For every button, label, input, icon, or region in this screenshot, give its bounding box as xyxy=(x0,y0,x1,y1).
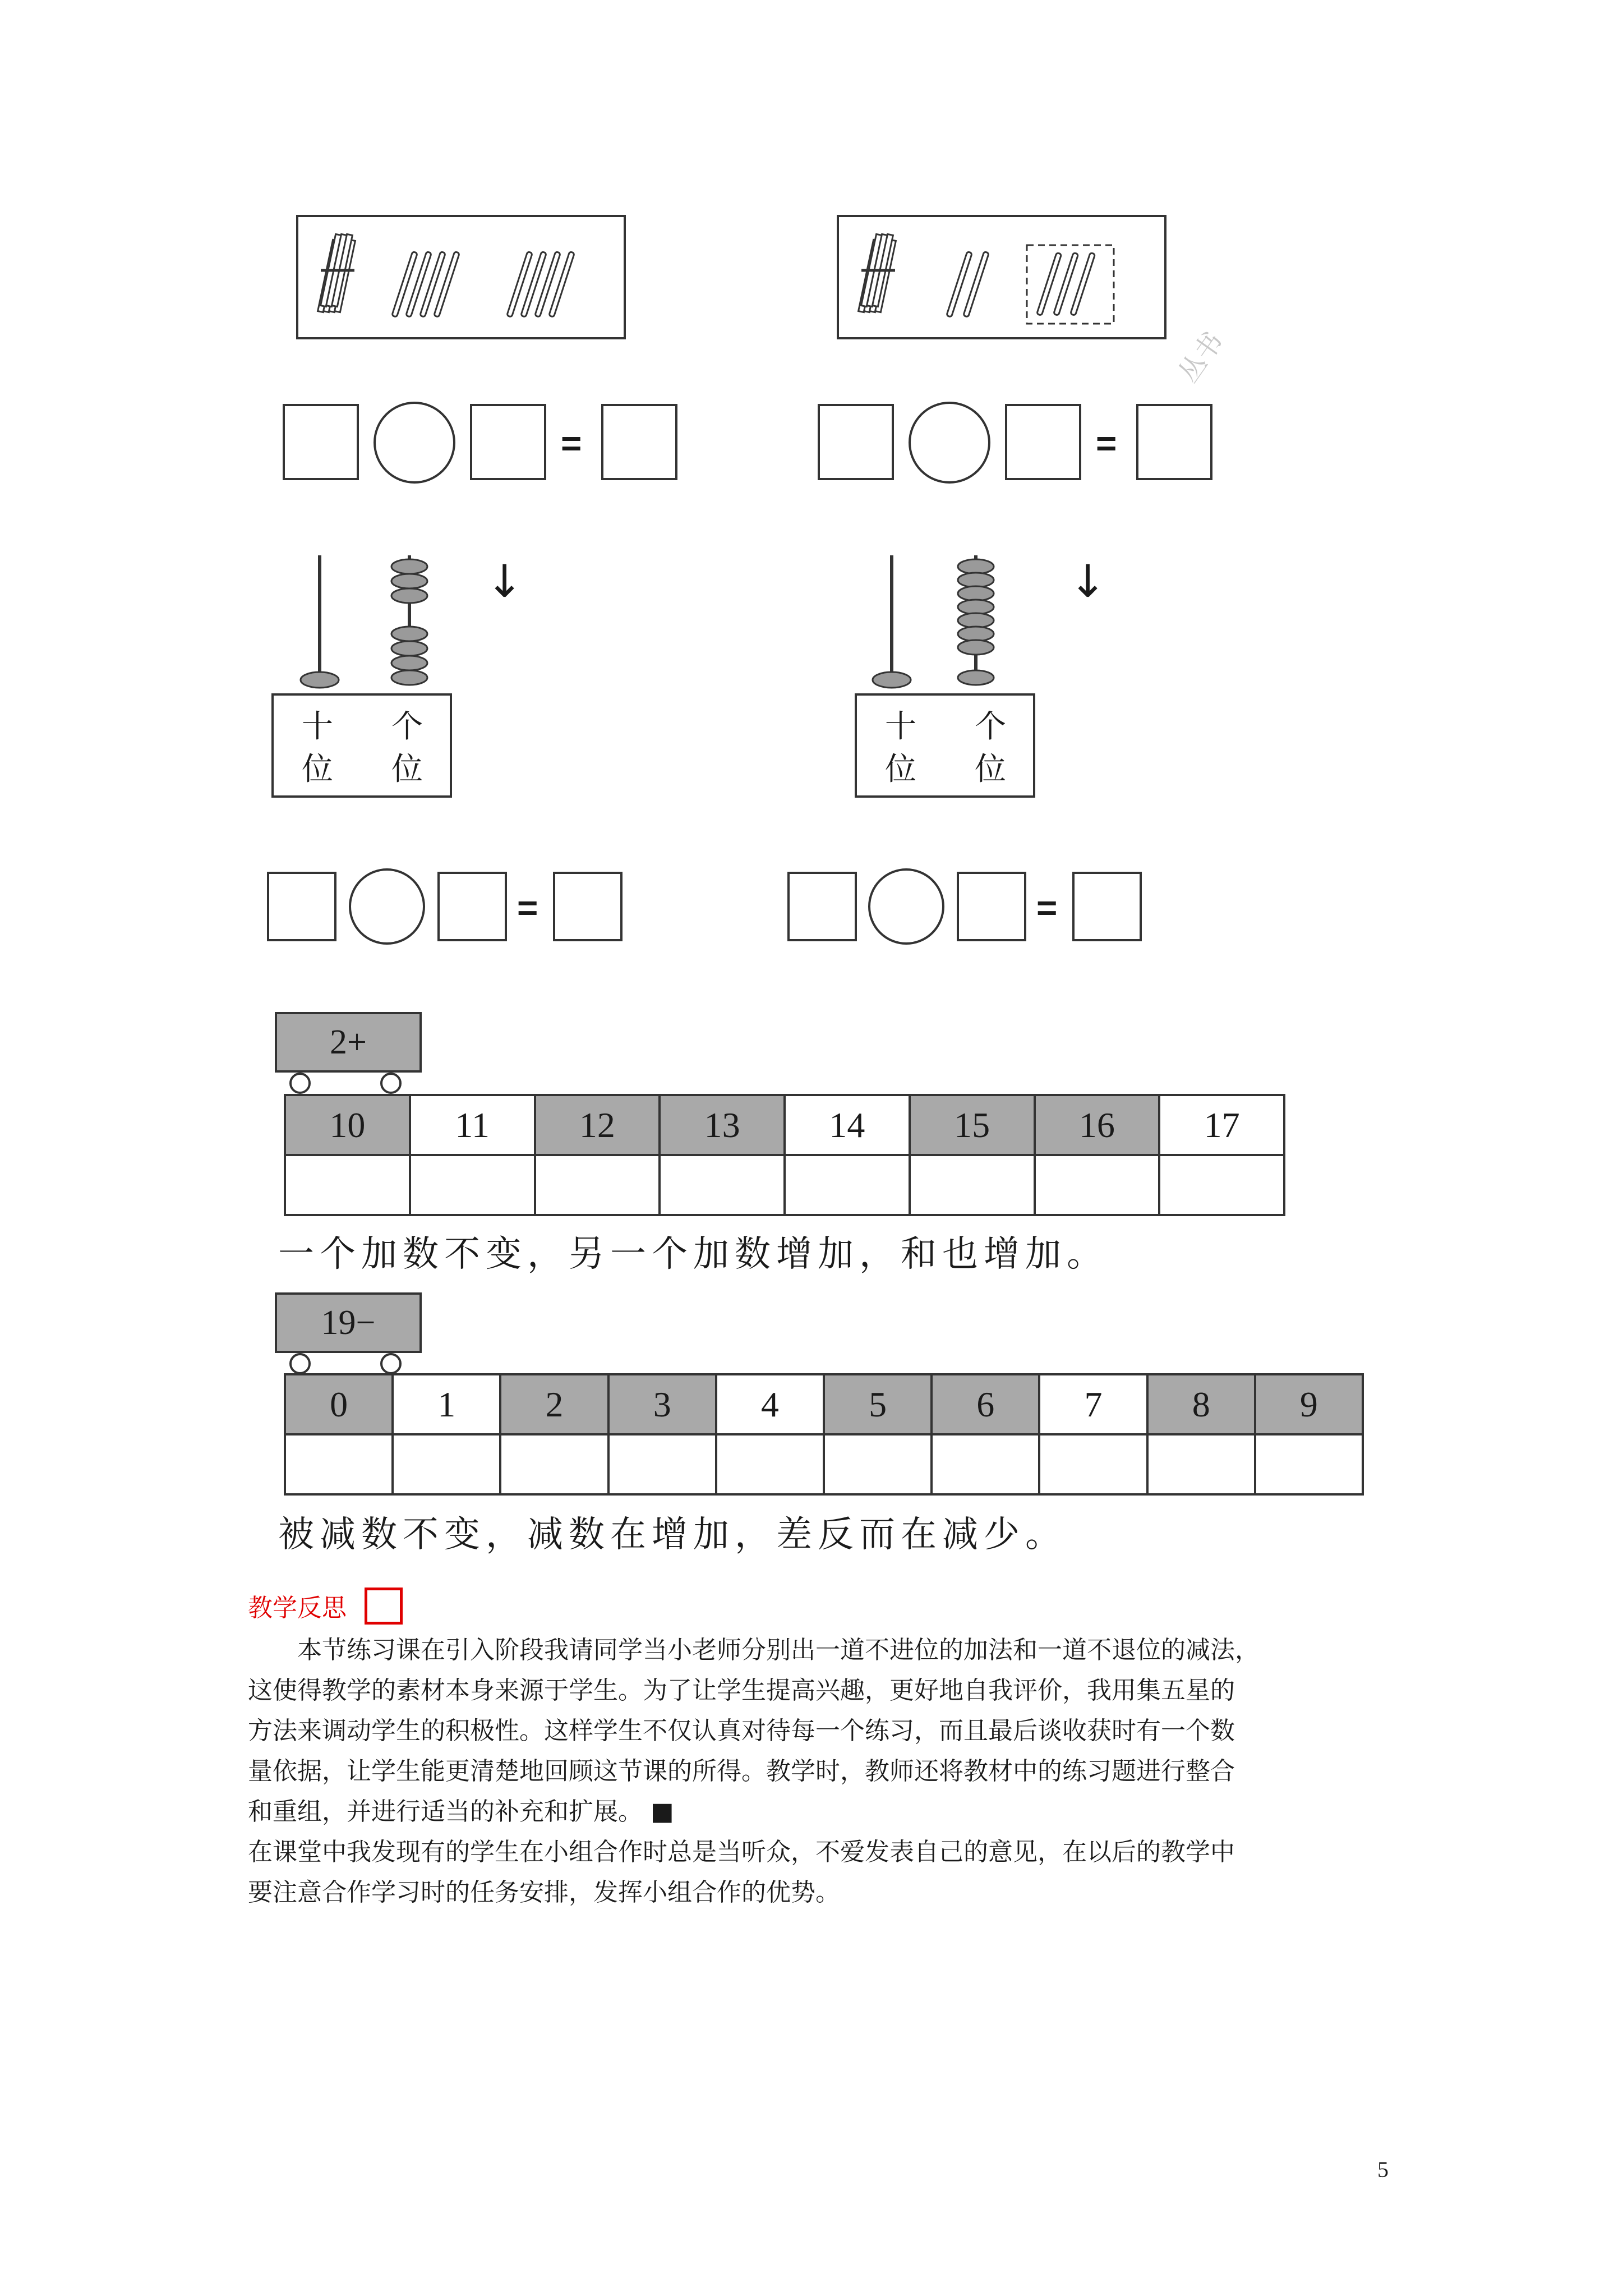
tens-label-1: 十 xyxy=(885,708,916,745)
answer-cell[interactable] xyxy=(786,1156,911,1216)
number-cell: 5 xyxy=(825,1375,933,1435)
number-cell: 3 xyxy=(610,1375,717,1435)
train-cart: 19− xyxy=(275,1292,422,1353)
text-line: 在课堂中我发现有的学生在小组合作时总是当听众，不爱发表自己的意见，在以后的教学中 xyxy=(248,1838,1235,1866)
tens-label-2: 位 xyxy=(885,751,916,788)
answer-cell[interactable] xyxy=(536,1156,661,1216)
addition-caption: 一个加数不变，另一个加数增加，和也增加。 xyxy=(278,1234,1108,1275)
watermark-text: 丛书 xyxy=(1173,326,1230,389)
loose-sticks-group-1 xyxy=(947,251,989,317)
answer-box[interactable] xyxy=(818,404,894,480)
tens-bead xyxy=(301,672,339,688)
abacus-base-right xyxy=(855,693,1035,798)
red-marker-box xyxy=(365,1588,403,1625)
sticks-panel-right xyxy=(837,215,1166,339)
abacus-rods-left xyxy=(269,550,482,696)
ones-label-2: 位 xyxy=(975,751,1006,788)
text-line: 和重组，并进行适当的补充和扩展。 ■ xyxy=(248,1797,674,1826)
sticks-illustration-left xyxy=(298,217,624,337)
equals-sign: = xyxy=(1096,423,1117,463)
stick-bundle xyxy=(859,234,896,312)
answer-box[interactable] xyxy=(601,404,677,480)
number-cell: 16 xyxy=(1036,1096,1161,1156)
number-cell: 14 xyxy=(786,1096,911,1156)
number-cell: 9 xyxy=(1256,1375,1364,1435)
loose-sticks-group-2 xyxy=(507,251,575,317)
ones-label-1: 个 xyxy=(975,708,1006,745)
answer-cell[interactable] xyxy=(286,1156,411,1216)
number-cell: 13 xyxy=(661,1096,786,1156)
answer-cell[interactable] xyxy=(717,1435,825,1496)
number-cell: 7 xyxy=(1040,1375,1148,1435)
reflection-paragraph-2 xyxy=(248,1832,1459,1913)
answer-box[interactable] xyxy=(1136,404,1212,480)
answer-cell[interactable] xyxy=(1036,1156,1161,1216)
number-cell: 6 xyxy=(933,1375,1040,1435)
cart-wheel xyxy=(289,1353,311,1374)
number-cell: 4 xyxy=(717,1375,825,1435)
answer-cell[interactable] xyxy=(1160,1156,1285,1216)
cart-wheel xyxy=(289,1073,311,1094)
loose-sticks-group-1 xyxy=(392,251,460,317)
answer-cell[interactable] xyxy=(411,1156,536,1216)
down-arrow: ↓ xyxy=(486,555,524,608)
answer-cell[interactable] xyxy=(933,1435,1040,1496)
loose-sticks-group-2 xyxy=(1037,252,1095,315)
tens-label-1: 十 xyxy=(302,708,333,745)
text-line: 要注意合作学习时的任务安排，发挥小组合作的优势。 xyxy=(248,1878,840,1907)
number-cell: 11 xyxy=(411,1096,536,1156)
number-cell: 2 xyxy=(501,1375,609,1435)
number-cell: 8 xyxy=(1149,1375,1256,1435)
ones-label-2: 位 xyxy=(391,751,423,788)
answer-box[interactable] xyxy=(957,872,1026,941)
tens-label-2: 位 xyxy=(302,751,333,788)
number-cell: 10 xyxy=(286,1096,411,1156)
addition-number-grid xyxy=(284,1094,1285,1216)
answer-cell[interactable] xyxy=(1256,1435,1364,1496)
number-cell: 1 xyxy=(394,1375,501,1435)
answer-cell[interactable] xyxy=(610,1435,717,1496)
equals-sign: = xyxy=(1036,887,1058,928)
equals-sign: = xyxy=(561,423,582,463)
abacus-base-left xyxy=(271,693,452,798)
cart-wheel xyxy=(380,1353,402,1374)
answer-cell[interactable] xyxy=(1149,1435,1256,1496)
answer-cell[interactable] xyxy=(661,1156,786,1216)
subtraction-caption: 被减数不变，减数在增加，差反而在减少。 xyxy=(278,1514,1067,1556)
page-number: 5 xyxy=(1377,2157,1389,2182)
operator-circle[interactable] xyxy=(909,402,990,484)
answer-cell[interactable] xyxy=(394,1435,501,1496)
number-cell: 12 xyxy=(536,1096,661,1156)
equals-sign: = xyxy=(517,887,538,928)
operator-circle[interactable] xyxy=(374,402,455,484)
answer-box[interactable] xyxy=(1072,872,1142,941)
answer-cell[interactable] xyxy=(911,1156,1036,1216)
abacus-rods-right xyxy=(808,550,1021,696)
answer-box[interactable] xyxy=(1005,404,1081,480)
reflection-paragraph-1 xyxy=(248,1630,1459,1832)
number-cell: 0 xyxy=(286,1375,394,1435)
number-cell: 15 xyxy=(911,1096,1036,1156)
answer-box[interactable] xyxy=(283,404,359,480)
number-cell: 17 xyxy=(1160,1096,1285,1156)
train-cart: 2+ xyxy=(275,1012,422,1073)
text-line: 量依据，让学生能更清楚地回顾这节课的所得。教学时，教师还将教材中的练习题进行整合 xyxy=(248,1757,1235,1786)
answer-cell[interactable] xyxy=(1040,1435,1148,1496)
text-line: 这使得教学的素材本身来源于学生。为了让学生提高兴趣，更好地自我评价，我用集五星的 xyxy=(248,1676,1235,1705)
answer-box[interactable] xyxy=(553,872,623,941)
operator-circle[interactable] xyxy=(868,868,944,945)
tens-bead xyxy=(873,672,911,688)
operator-circle[interactable] xyxy=(349,868,425,945)
answer-cell[interactable] xyxy=(286,1435,394,1496)
answer-box[interactable] xyxy=(267,872,336,941)
subtraction-number-grid xyxy=(284,1373,1364,1496)
down-arrow: ↓ xyxy=(1069,555,1107,608)
text-line: 方法来调动学生的积极性。这样学生不仅认真对待每一个练习，而且最后谈收获时有一个数 xyxy=(248,1717,1235,1745)
answer-box[interactable] xyxy=(437,872,507,941)
ones-label-1: 个 xyxy=(391,708,423,745)
answer-box[interactable] xyxy=(470,404,546,480)
answer-cell[interactable] xyxy=(501,1435,609,1496)
sticks-illustration-right xyxy=(839,217,1164,337)
cart-wheel xyxy=(380,1073,402,1094)
stick-bundle xyxy=(318,234,356,312)
text-line: 本节练习课在引入阶段我请同学当小老师分别出一道不进位的加法和一道不退位的减法， xyxy=(297,1636,1260,1664)
answer-cell[interactable] xyxy=(825,1435,933,1496)
reflection-heading: 教学反思 xyxy=(248,1594,347,1622)
answer-box[interactable] xyxy=(787,872,857,941)
sticks-panel-left xyxy=(296,215,626,339)
